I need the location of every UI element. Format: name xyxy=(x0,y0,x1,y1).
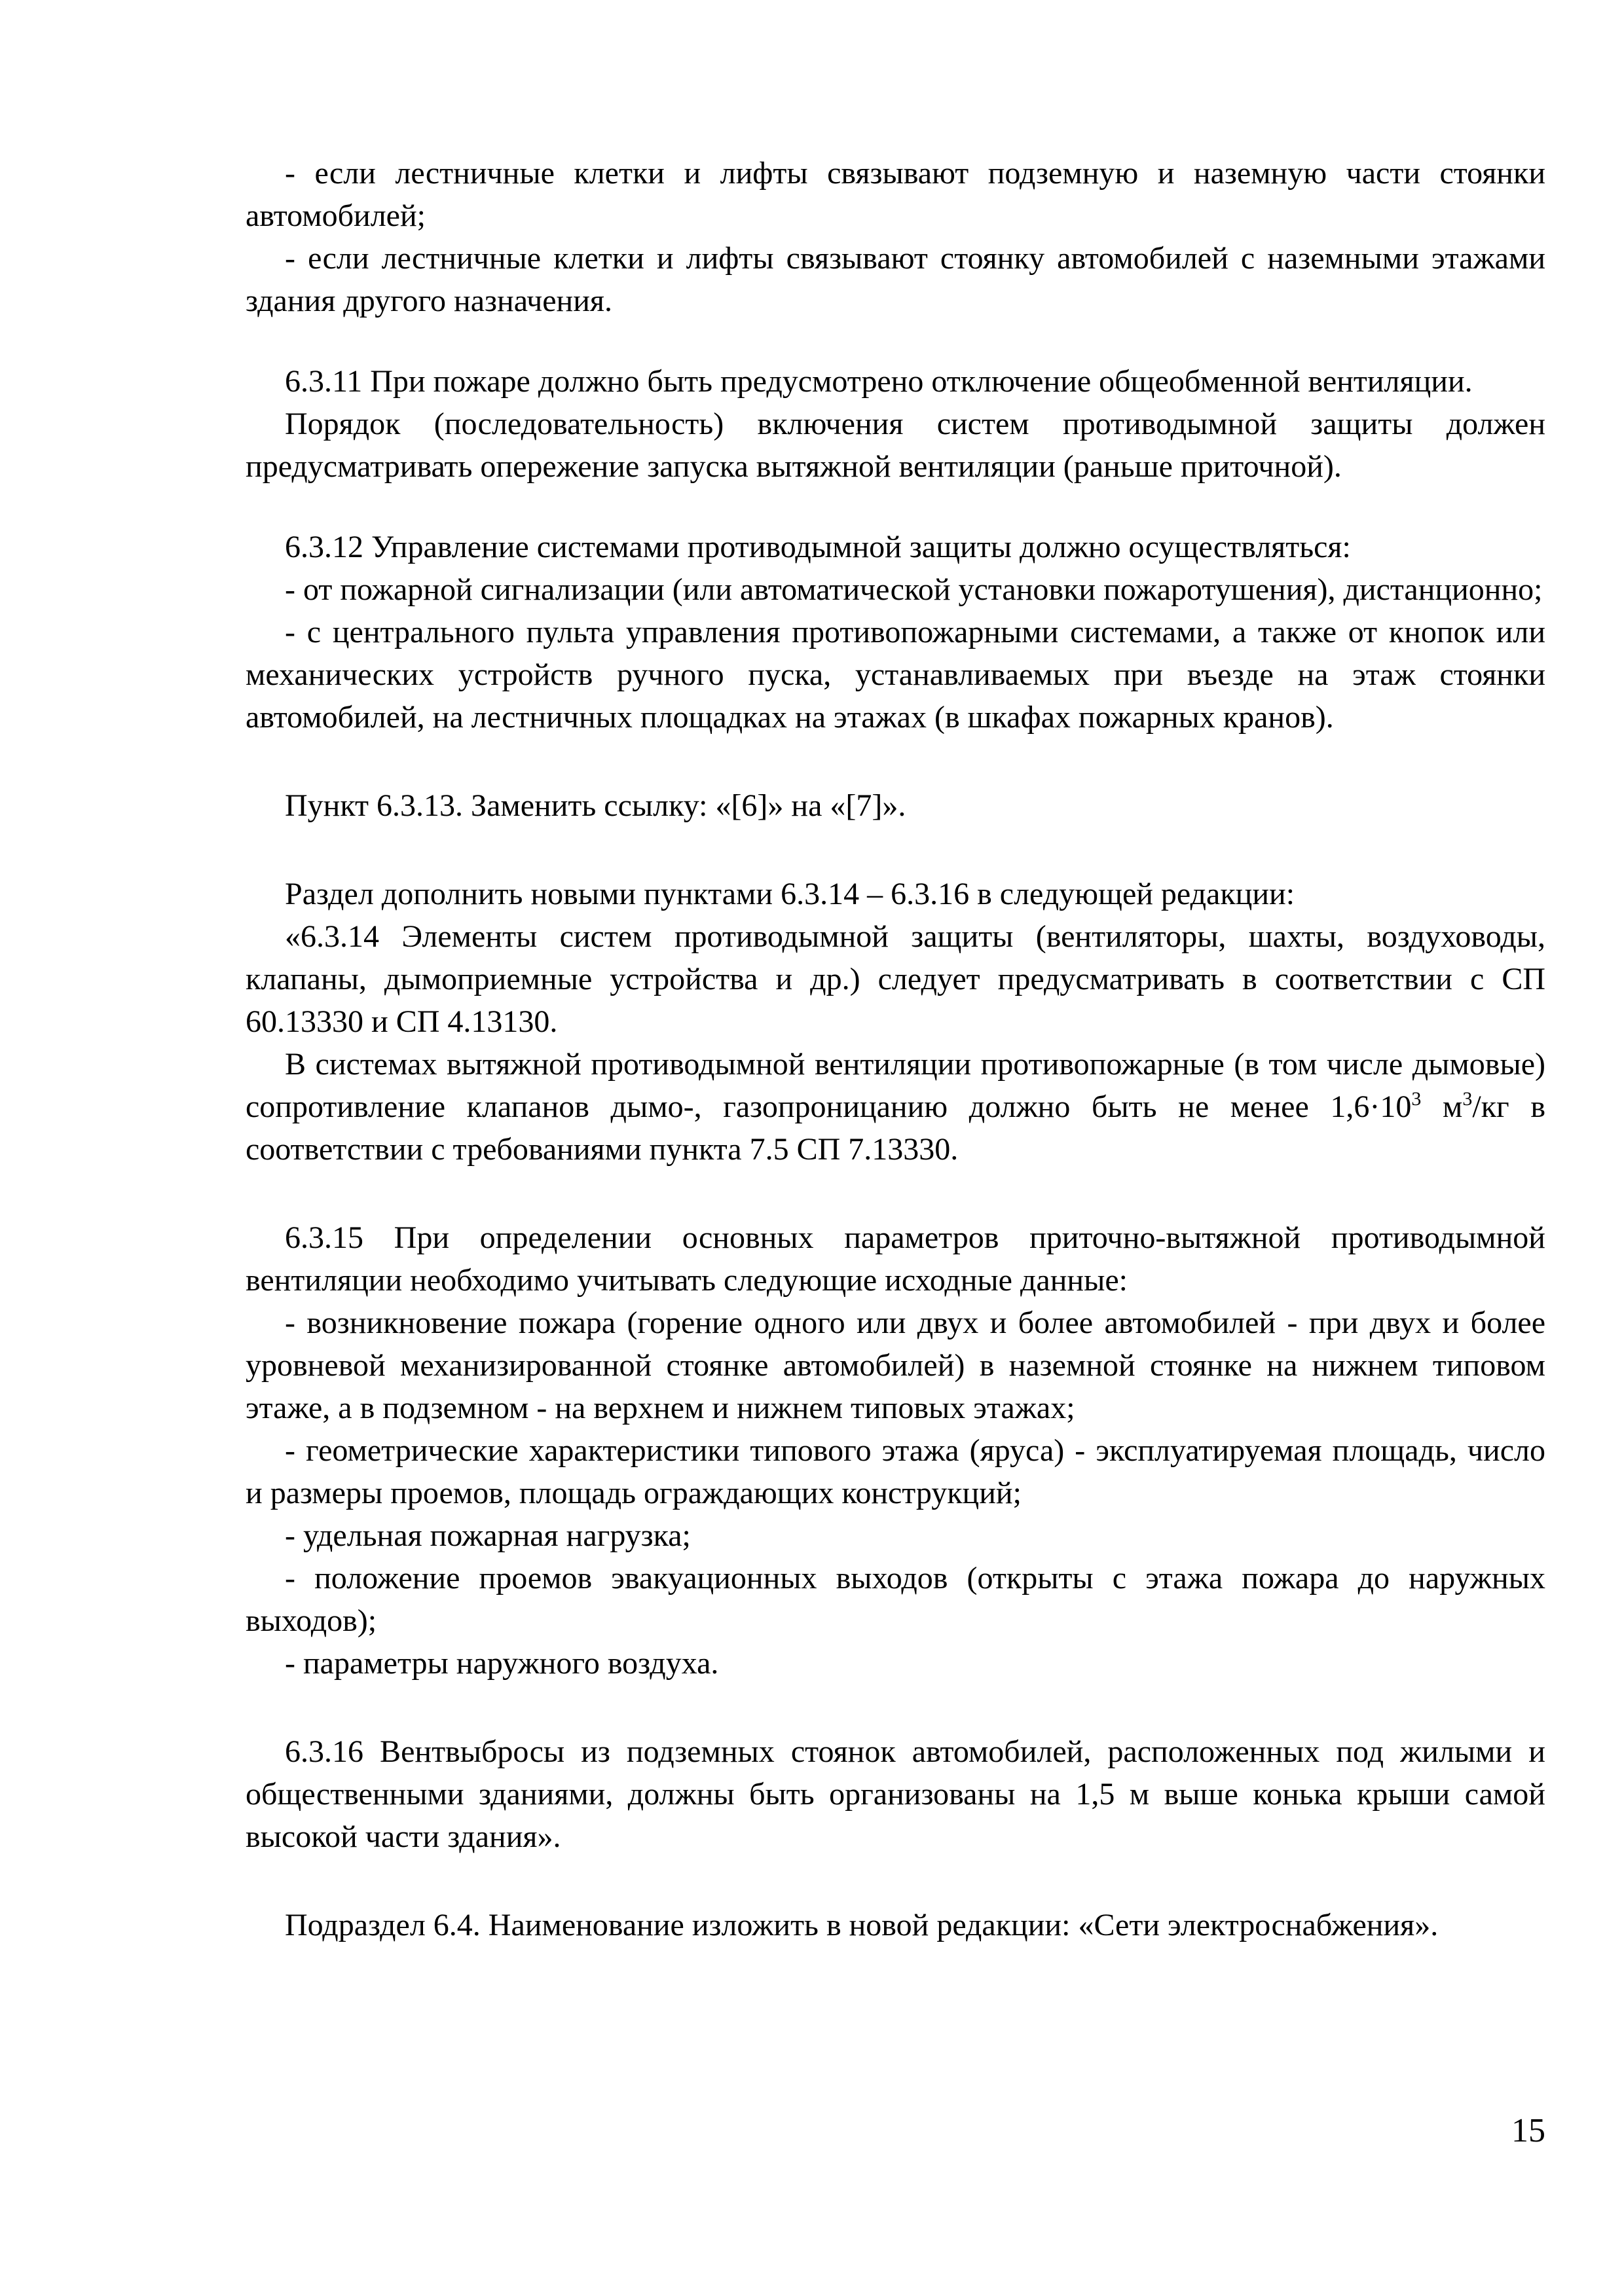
list-item: - от пожарной сигнализации (или автоматической установки пожаротушения), дистанционно; xyxy=(285,572,1543,607)
paragraph: Подраздел 6.4. Наименование изложить в новой редакции: «Сети электроснабжения». xyxy=(285,1908,1439,1942)
clause-6-3-11 xyxy=(246,360,1545,488)
list-item: - геометрические характеристики типового этажа (яруса) - эксплуатируемая площадь, число и размеры проемов, площадь ограждающих конструкций; xyxy=(246,1433,1545,1510)
list-item: - если лестничные клетки и лифты связывают стоянку автомобилей с наземными этажами здания другого назначения. xyxy=(246,241,1545,318)
paragraph: 6.3.12 Управление системами противодымной защиты должно осуществляться: xyxy=(285,530,1351,564)
clause-6-3-13-amendment xyxy=(246,784,1545,827)
block-stairs-lifts xyxy=(246,152,1545,322)
subsection-6-4-amendment xyxy=(246,1904,1545,1946)
paragraph-valves xyxy=(246,1043,1545,1171)
superscript: 3 xyxy=(1411,1088,1422,1110)
clause-6-3-14-addition xyxy=(246,873,1545,1171)
superscript: 3 xyxy=(1462,1088,1473,1110)
clause-6-3-15 xyxy=(246,1216,1545,1685)
paragraph: Порядок (последовательность) включения систем противодымной защиты должен предусматривать опережение запуска вытяжной вентиляции (раньше приточной). xyxy=(246,407,1545,484)
text-segment: В системах вытяжной противодымной вентиляции противопожарные (в том числе дымовые) сопротивление клапанов дымо-, газопроницанию должно быть не менее 1,6·10 xyxy=(246,1047,1545,1124)
list-item: - возникновение пожара (горение одного или двух и более автомобилей - при двух и более уровневой механизированной стоянке автомобилей) в наземной стоянке на нижнем типовом этаже, а в подземном - на верхнем и нижнем типовых этажах; xyxy=(246,1305,1545,1425)
paragraph: 6.3.16 Вентвыбросы из подземных стоянок автомобилей, расположенных под жилыми и общественными зданиями, должны быть организованы на 1,5 м выше конька крыши самой высокой части здания». xyxy=(246,1734,1545,1854)
clause-6-3-12 xyxy=(246,526,1545,738)
document-page xyxy=(246,152,1545,1946)
paragraph: Пункт 6.3.13. Заменить ссылку: «[6]» на «[7]». xyxy=(285,788,906,823)
list-item: - если лестничные клетки и лифты связывают подземную и наземную части стоянки автомобилей; xyxy=(246,156,1545,233)
list-item: - параметры наружного воздуха. xyxy=(285,1646,719,1681)
paragraph: 6.3.15 При определении основных параметров приточно-вытяжной противодымной вентиляции необходимо учитывать следующие исходные данные: xyxy=(246,1220,1545,1298)
paragraph: Раздел дополнить новыми пунктами 6.3.14 – 6.3.16 в следующей редакции: xyxy=(285,877,1295,911)
text-segment: м xyxy=(1421,1089,1463,1124)
list-item: - удельная пожарная нагрузка; xyxy=(285,1518,691,1553)
paragraph: «6.3.14 Элементы систем противодымной защиты (вентиляторы, шахты, воздуховоды, клапаны, дымоприемные устройства и др.) следует предусматривать в соответствии с СП 60.13330 и СП 4.13130. xyxy=(246,919,1545,1039)
paragraph: 6.3.11 При пожаре должно быть предусмотрено отключение общеобменной вентиляции. xyxy=(285,364,1473,399)
list-item: - с центрального пульта управления противопожарными системами, а также от кнопок или механических устройств ручного пуска, устанавливаемых при въезде на этаж стоянки автомобилей, на лестничных площадках на этажах (в шкафах пожарных кранов). xyxy=(246,615,1545,735)
page-number: 15 xyxy=(1511,2112,1545,2149)
list-item: - положение проемов эвакуационных выходов (открыты с этажа пожара до наружных выходов); xyxy=(246,1561,1545,1638)
clause-6-3-16 xyxy=(246,1730,1545,1858)
text-segment: /кг в соответствии с требованиями пункта 7.5 СП 7.13330. xyxy=(246,1089,1545,1167)
